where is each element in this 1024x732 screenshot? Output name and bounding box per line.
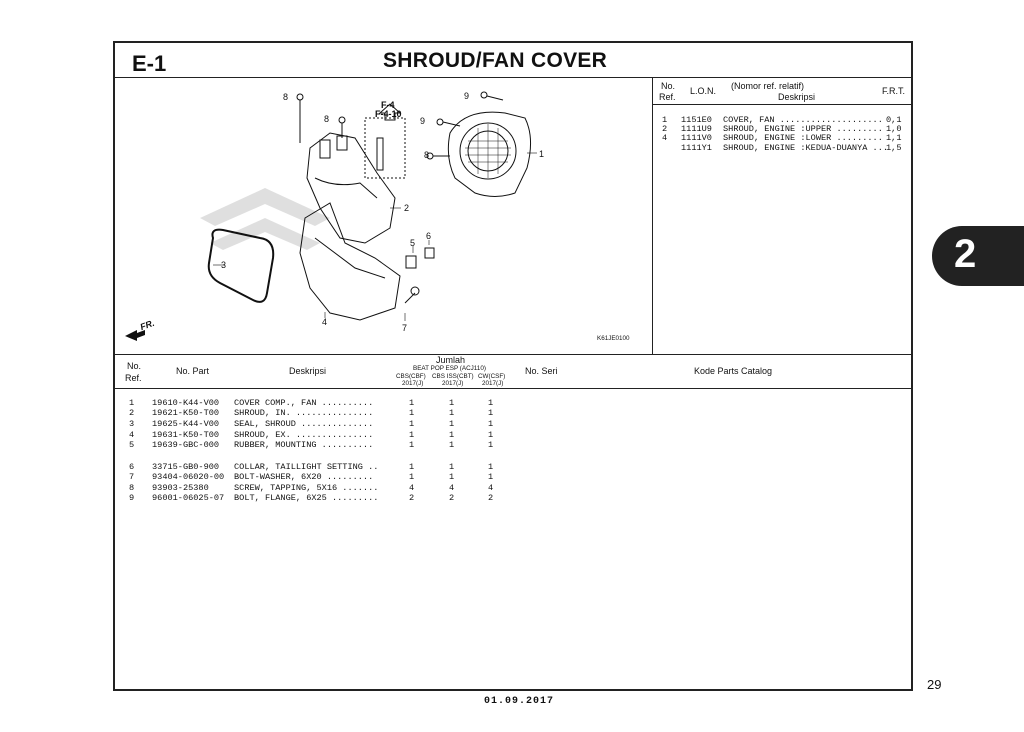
parts-header-no: No. <box>127 361 142 371</box>
parts-header-col2: CBS ISS(CBT) <box>432 373 474 380</box>
lon-header-no: No. <box>661 81 676 91</box>
ref-label-f4: F-4 <box>381 100 395 110</box>
honda-watermark <box>200 188 330 250</box>
lon-header-desc: Deskripsi <box>778 92 816 102</box>
callout-3: 3 <box>221 260 227 270</box>
parts-header-serial: No. Seri <box>525 366 558 376</box>
lon-table-divider <box>652 78 653 354</box>
upper-shroud-part <box>307 133 395 243</box>
print-date: 01.09.2017 <box>484 696 555 707</box>
callout-2: 2 <box>404 203 410 213</box>
diagram-code: K61JE0100 <box>597 335 630 342</box>
parts-header-qty: Jumlah <box>436 355 466 365</box>
lon-header-frt: F.R.T. <box>882 86 906 96</box>
chapter-tab <box>932 226 1024 286</box>
callout-6: 6 <box>426 231 432 241</box>
parts-header-part-no: No. Part <box>176 366 210 376</box>
callout-9: 9 <box>464 91 470 101</box>
parts-header-catalog: Kode Parts Catalog <box>694 366 773 376</box>
parts-header-ref: Ref. <box>125 373 142 383</box>
lon-header-lon: L.O.N. <box>690 86 717 96</box>
parts-header-col3: CW(CSF) <box>478 373 506 380</box>
parts-header-year2: 2017(J) <box>442 380 464 387</box>
parts-header-model: BEAT POP ESP (ACJ110) <box>413 365 486 372</box>
parts-header-divider <box>114 388 912 389</box>
lon-header-desc-note: (Nomor ref. relatif) <box>731 81 805 91</box>
page-title: SHROUD/FAN COVER <box>383 49 608 72</box>
ref-label-f4-10: F-4-10 <box>375 109 402 119</box>
callout-9: 9 <box>420 116 426 126</box>
front-label: FR. <box>138 317 156 333</box>
parts-header-col1: CBS(CBF) <box>396 373 426 380</box>
diagram-divider <box>114 354 912 355</box>
callout-7: 7 <box>402 323 408 333</box>
page-number: 29 <box>927 677 942 692</box>
fan-cover-part <box>448 112 530 196</box>
callout-8: 8 <box>424 150 430 160</box>
lon-header-ref: Ref. <box>659 92 676 102</box>
parts-header-desc: Deskripsi <box>289 366 327 376</box>
lon-header-divider <box>653 104 912 105</box>
callout-5: 5 <box>410 238 416 248</box>
callout-1: 1 <box>539 149 545 159</box>
callout-4: 4 <box>322 317 328 327</box>
chapter-number: 2 <box>954 232 977 276</box>
callout-8: 8 <box>324 114 330 124</box>
exploded-parts-diagram <box>115 78 651 354</box>
section-code: E-1 <box>132 51 167 76</box>
rubber-collar-bolt-parts <box>405 248 434 303</box>
parts-header-year3: 2017(J) <box>482 380 504 387</box>
callout-8: 8 <box>283 92 289 102</box>
parts-header-year1: 2017(J) <box>402 380 424 387</box>
